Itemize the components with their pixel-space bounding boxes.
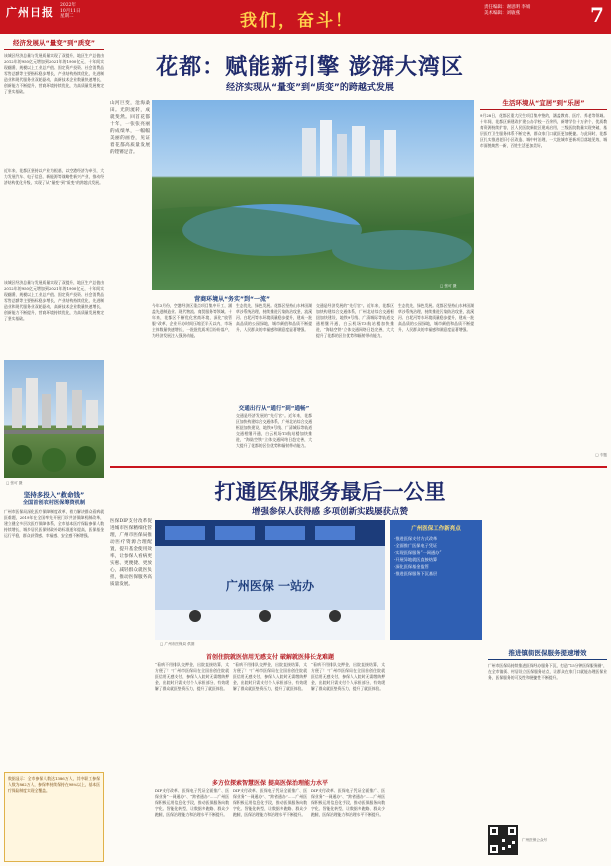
page-number: 7	[590, 3, 604, 27]
right-top-body: 9月28日，花都区重大民生项目集中签约，涵盖教育、医疗、养老等领域。十年间，花都区新建改扩建公办学校一百余所，新增学位十万余个，优质教育资源持续扩容，区人民医院新院区建成启用，三级医院数量实现突破，基层医疗卫生服务体系不断完善，群众家门口就医更加便捷。与此同时，花都区扎实推进老旧小区改造、城中村治理，一大批城市更新项目落地见效，城市面貌焕然一新，百姓生活更加美好。	[480, 113, 607, 148]
qr-code	[488, 825, 518, 855]
top-story-intro: 山河巨变，沧海桑田。光阴流转，成就斐然。回首花都十年，一张张亮丽的成绩单，一幅幅美丽的画卷，见证着花都高质量发展的铿锵足音。	[110, 101, 150, 155]
top-story-photo	[152, 100, 474, 290]
top-story-photo-caption: □ 张可 摄	[440, 284, 457, 288]
masthead-date	[60, 3, 80, 20]
masthead-bar	[0, 0, 611, 34]
bottom-story-body-b: DIP支付改革、医保电子凭证全面推广、医保业务“一网通办”、“跨省通办”……广州医保积极运用信息化手段，推动医保服务向数字化、智能化转型，让数据多跑路、群众少跑腿，医保治理能力和治理水平不断提升。	[155, 788, 229, 817]
right-top-title: 生活环境从“宜居”到“乐居”	[480, 98, 607, 110]
top-story-headline: 花都：赋能新引擎 澎湃大湾区	[156, 55, 464, 80]
highlight-item: ·实现医保服务“一网通办”	[394, 550, 442, 555]
left-data-box-text: 数据显示：全市参保人数达1386万人，其中职工参保人数为862万人，参保率持续保持在98%以上，基本医疗保险制度实现全覆盖。	[8, 776, 100, 793]
bottom-story-sub1: 首创住院就医信用无感支付 破解就医排长龙难题	[205, 654, 335, 661]
left-top-body3: 该城区经济总量与发展质量实现了双提升，地区生产总值由2012年的950亿元增加到2021年的1900亿元，十年间实现翻番，规模以上工业总产值、固定资产投资、社会消费品零售总额等主要指标稳步增长，产业结构持续优化，先进制造业和现代服务业双轮驱动，高新技术企业数量快速增长，创新能力不断提升，营商环境持续优化，为高质量发展奠定了坚实基础。	[4, 280, 104, 321]
left-top-article	[4, 38, 104, 356]
top-story-body-a: 今年3月份，空港经济区重点项目集中开工，涵盖先进制造业、现代物流、商贸服务等领域。十年来，花都区不断优化营商环境，深化“放管服”改革，企业开办时间压缩至半天以内，市场主体数量快速增长，一批批优质项目纷纷落户，为经济发展注入强劲动能。	[152, 303, 232, 338]
left-mid-title: 坚持多投入“救命钱”	[23, 491, 85, 499]
masthead-slogan: 我们，奋斗！	[240, 11, 354, 31]
left-mid-subtitle: 全国首创农村医保筹资机制	[22, 500, 86, 506]
top-story-body-b2: 交通是经济发展的“先行官”。近年来，花都区加快构建综合交通体系，广州北站综合交通枢纽加快建设，地铁9号线、广清城际等轨道交通相继开通，白云机场T3航站楼加快推进，“海陆空铁”立体交通网络日趋完善，大大提升了花都的区位优势和辐射带动能力。	[316, 303, 394, 338]
top-story-sub2: 交通出行从“通行”到“通畅”	[238, 406, 310, 412]
bottom-story-photo	[155, 520, 385, 640]
top-story-body-c: 生态优先，绿色发展。花都区坚持山水林田湖草沙系统治理，持续推进污染防治攻坚，流溪河、白坭河等水环境质量稳步提升，建成一批高品质的公园绿地，城市颜值和品质不断提升，人民群众的幸福感和满意度显著增强。	[236, 303, 312, 332]
bottom-photo-caption: □ 广州市医保局 供图	[160, 642, 195, 646]
bottom-story-headline: 打通医保服务最后一公里	[214, 480, 446, 504]
date-day: 10月11日	[60, 8, 81, 14]
left-mid-body: 广州市医保局深化医疗保障制度改革，着力解决群众看病就医难题，2019年在全国率先开展门诊共济保障机制改革，建立健全多层次医疗保障体系，全市基本医疗保险参保人数持续增长，城乡居民医保财政补助标准逐年提高，医保基金运行平稳，群众获得感、幸福感、安全感不断增强。	[4, 509, 104, 538]
left-data-box	[4, 772, 104, 862]
highlight-item: ·深化医保基金监管	[394, 564, 429, 569]
bottom-story-body-b2: DIP支付改革、医保电子凭证全面推广、医保业务“一网通办”、“跨省通办”……广州医保积极运用信息化手段，推动医保服务向数字化、智能化转型，让数据多跑路、群众少跑腿，医保治理能力和治理水平不断提升。	[233, 788, 307, 817]
left-city-photo-svg	[4, 360, 104, 478]
bottom-story-body-b3: DIP支付改革、医保电子凭证全面推广、医保业务“一网通办”、“跨省通办”……广州医保积极运用信息化手段，推动医保服务向数字化、智能化转型，让数据多跑路、群众少跑腿，医保治理能力和治理水平不断提升。	[311, 788, 385, 817]
right-bottom-title: 推进镇街医保服务提速增效	[488, 648, 607, 660]
left-top-body2: 近年来，花都区坚持以产业为根基，以空港经济为牵引，大力发展汽车、电子信息、新能源等战略性新兴产业，推动经济结构优化升级，实现了从“量变”到“质变”的跨越式发展。	[4, 168, 104, 185]
bottom-story-body-a2: “看病不用排队交押金，出院直接结算，太方便了！”广州市医保局在全国首创住院就医信用无感支付，参保人入院时无需缴纳押金，出院时只需支付个人承担部分，有效缓解了群众就医垫资压力，提升了就医体验。	[233, 662, 307, 691]
bottom-story-sub2: 多方位探索智慧医保 提高医保治理能力水平	[211, 780, 329, 787]
top-story-body-b: 交通是经济发展的“先行官”。近年来，花都区加快构建综合交通体系，广州北站综合交通枢纽加快建设，地铁9号线、广清城际等轨道交通相继开通，白云机场T3航站楼加快推进，“海陆空铁”立体交通网络日趋完善，大大提升了花都的区位优势和辐射带动能力。	[236, 413, 312, 448]
left-city-photo	[4, 360, 104, 478]
right-bottom-body: 广州市医保局持续推进医保经办服务下沉，打造“15分钟医保服务圈”，在全市镇街、村居设立医保服务站点，让群众在家门口就能办理医保业务，医保服务的可及性和便捷性不断提升。	[488, 663, 607, 680]
date-weekday: 星期二	[60, 14, 74, 19]
right-top-article	[480, 98, 607, 458]
masthead-editors	[484, 5, 530, 17]
highlight-item: ·推进医保支付方式改革	[394, 536, 438, 541]
masthead-name: 广州日报	[6, 6, 54, 19]
top-story-photo-svg	[152, 100, 474, 290]
highlight-item: ·开展异地就医直接结算	[394, 557, 438, 562]
qr-caption: 广州医保公众号	[522, 838, 548, 842]
qr-code-svg	[488, 825, 518, 855]
highlight-item: ·全面推广医保电子凭证	[394, 543, 438, 548]
bottom-story-photo-svg	[155, 520, 385, 640]
bottom-story-body-a: “看病不用排队交押金，出院直接结算，太方便了！”广州市医保局在全国首创住院就医信用无感支付，参保人入院时无需缴纳押金，出院时只需支付个人承担部分，有效缓解了群众就医垫资压力，提升了就医体验。	[155, 662, 229, 691]
left-mid-article	[4, 490, 104, 741]
top-story-subheadline: 经济实现从“量变”到“质变”的跨越式发展	[226, 83, 394, 93]
left-top-title: 经济发展从“量变”到“质变”	[4, 38, 104, 50]
top-story-sub1: 营商环境从“务实”到“一流”	[194, 296, 270, 303]
section-divider	[110, 466, 607, 468]
bottom-highlight-title: 广州医保工作新亮点	[411, 526, 461, 532]
highlight-item: ·推进医保服务下沉基层	[394, 571, 438, 576]
bottom-story-sidebar: 医保DIP支付改革促进城市医保精细化管理，广州市医保局推动医疗资源合理配置，提升基金使用效率，让参保人看病更实惠、更便捷、更放心，减轻群众就医负担，推动医保服务高质量发展。	[110, 519, 152, 587]
bottom-highlight-box	[390, 520, 482, 640]
art-editor-line: 美术编辑：刘敏燕	[484, 11, 520, 16]
bottom-story-body-a3: “看病不用排队交押金，出院直接结算，太方便了！”广州市医保局在全国首创住院就医信用无感支付，参保人入院时无需缴纳押金，出院时只需支付个人承担部分，有效缓解了群众就医垫资压力，提升了就医体验。	[311, 662, 385, 691]
right-top-byline: □ 专题	[595, 453, 607, 457]
date-year: 2022年	[60, 3, 76, 8]
left-top-body: 该城区经济总量与发展质量实现了双提升，地区生产总值由2012年的950亿元增加到2021年的1900亿元，十年间实现翻番，规模以上工业总产值、固定资产投资、社会消费品零售总额等主要指标稳步增长，产业结构持续优化，先进制造业和现代服务业双轮驱动，高新技术企业数量快速增长，创新能力不断提升，营商环境持续优化，为高质量发展奠定了坚实基础。	[4, 53, 104, 94]
bottom-photo-sign: 广州医保 一站办	[225, 579, 315, 593]
left-photo-caption: □ 张可 摄	[6, 481, 23, 485]
right-bottom-article	[488, 648, 607, 783]
bottom-story-subheadline: 增强参保人获得感 多项创新实践屡获点赞	[252, 507, 408, 517]
editor-line: 责任编辑：谢思明 李娟	[484, 5, 531, 10]
top-story-body-c2: 生态优先，绿色发展。花都区坚持山水林田湖草沙系统治理，持续推进污染防治攻坚，流溪河、白坭河等水环境质量稳步提升，建成一批高品质的公园绿地，城市颜值和品质不断提升，人民群众的幸福感和满意度显著增强。	[398, 303, 474, 332]
